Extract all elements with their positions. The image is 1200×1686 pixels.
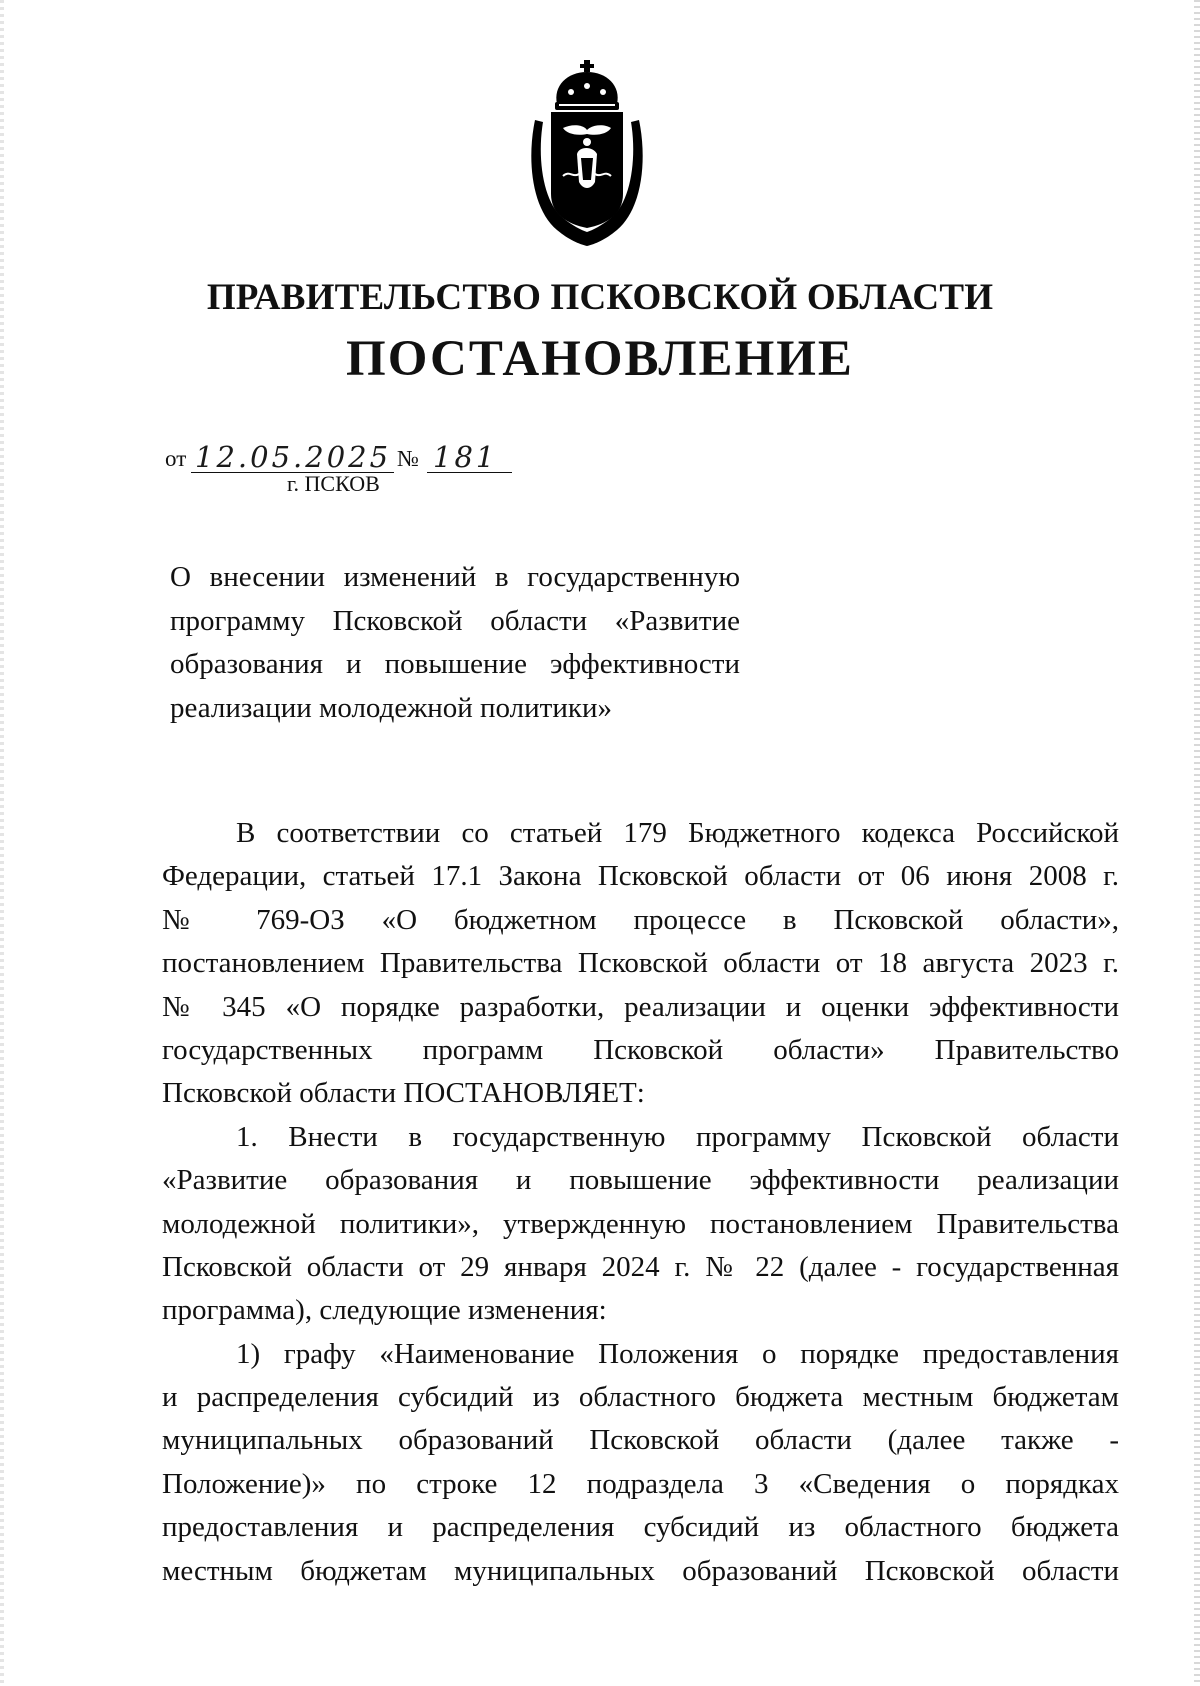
body-line: 1) графу «Наименование Положения о порядке предоставления [236, 1337, 1119, 1370]
pskov-coat-of-arms-icon [527, 58, 647, 248]
body-line: «Развитие образования и повышение эффективности реализации [162, 1164, 1119, 1197]
date-number-line [165, 440, 665, 480]
document-type-title: ПОСТАНОВЛЕНИЕ [346, 331, 854, 387]
subject-line: О внесении изменений в государственную [170, 561, 740, 593]
body-line: 1. Внести в государственную программу Псковской области [236, 1120, 1119, 1153]
body-line: Псковской области ПОСТАНОВЛЯЕТ: [162, 1077, 645, 1110]
scan-edge-left [0, 0, 4, 1686]
city-label: г. ПСКОВ [287, 471, 380, 496]
handwritten-date: 12.05.2025 [195, 440, 392, 474]
body-line: Федерации, статьей 17.1 Закона Псковской области от 06 июня 2008 г. [162, 860, 1119, 893]
number-label: № [397, 446, 419, 471]
body-line: постановлением Правительства Псковской области от 18 августа 2023 г. [162, 947, 1119, 980]
body-line: молодежной политики», утвержденную постановлением Правительства [162, 1207, 1119, 1240]
scan-edge-right [1194, 0, 1200, 1686]
body-line: муниципальных образований Псковской области (далее также - [162, 1424, 1119, 1457]
document-body [162, 812, 1119, 1593]
body-line: В соответствии со статьей 179 Бюджетного кодекса Российской [236, 817, 1119, 849]
government-title: ПРАВИТЕЛЬСТВО ПСКОВСКОЙ ОБЛАСТИ [206, 277, 994, 318]
subject-line: реализации молодежной политики» [170, 691, 612, 724]
body-line: Псковской области от 29 января 2024 г. № 22 (далее - государственная [162, 1250, 1119, 1283]
body-line: и распределения субсидий из областного бюджета местным бюджетам [162, 1381, 1119, 1414]
body-line: Положение)» по строке 12 подраздела 3 «Сведения о порядках [162, 1467, 1119, 1500]
body-line: местным бюджетам муниципальных образований Псковской области [162, 1554, 1119, 1587]
subject-line: программу Псковской области «Развитие [170, 604, 740, 637]
from-label: от [165, 446, 187, 471]
body-line: государственных программ Псковской области» Правительство [162, 1033, 1119, 1066]
body-line: предоставления и распределения субсидий из областного бюджета [162, 1511, 1119, 1544]
body-line: № 769-ОЗ «О бюджетном процессе в Псковской области», [162, 903, 1119, 936]
body-line: № 345 «О порядке разработки, реализации и оценки эффективности [162, 990, 1119, 1023]
handwritten-number: 181 [433, 440, 498, 474]
document-subject [170, 556, 740, 730]
subject-line: образования и повышение эффективности [170, 648, 740, 680]
number-underline [427, 472, 512, 473]
body-line: программа), следующие изменения: [162, 1294, 607, 1327]
